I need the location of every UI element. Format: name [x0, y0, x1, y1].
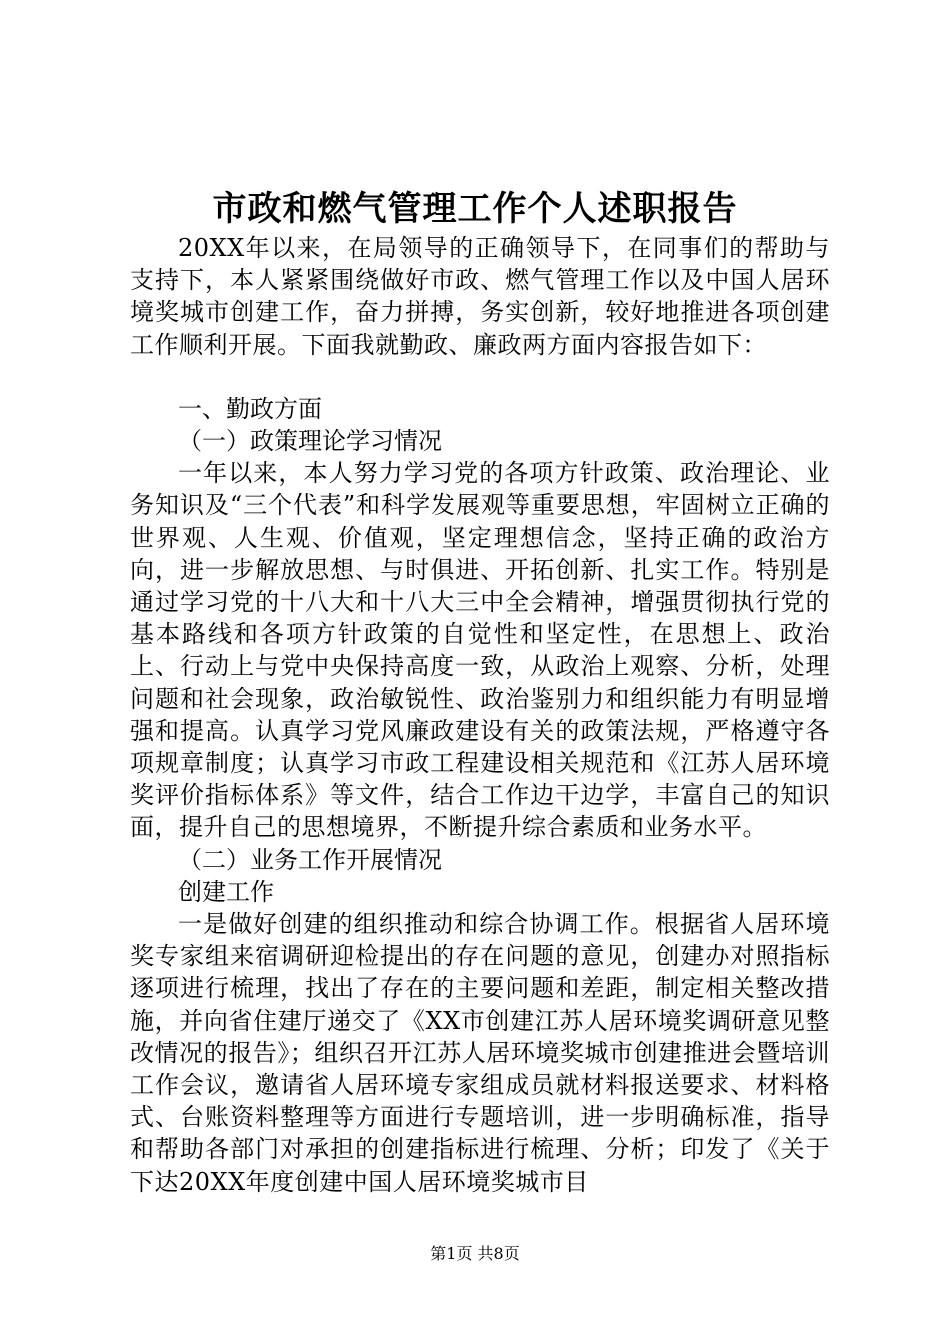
intro-paragraph: 20XX年以来，在局领导的正确领导下，在同事们的帮助与支持下，本人紧紧围绕做好市政、燃气管理工作以及中国人居环境奖城市创建工作，奋力拼搏，务实创新，较好地推进各项创建工作顺利开展。下面我就勤政、廉政两方面内容报告如下： — [130, 234, 830, 359]
document-body — [130, 232, 830, 1198]
item-heading-creation-work: 创建工作 — [178, 877, 274, 906]
policy-study-paragraph: 一年以来，本人努力学习党的各项方针政策、政治理论、业务知识及“三个代表”和科学发展观等重要思想，牢固树立正确的世界观、人生观、价值观，坚定理想信念，坚持正确的政治方向，进一步解放思想、与时俱进、开拓创新、扎实工作。特别是通过学习党的十八大和十八大三中全会精神，增强贯彻执行党的基本路线和各项方针政策的自觉性和坚定性，在思想上、政治上、行动上与党中央保持高度一致，从政治上观察、分析，处理问题和社会现象，政治敏锐性、政治鉴别力和组织能力有明显增强和提高。认真学习党风廉政建设有关的政策法规，严格遵守各项规章制度；认真学习市政工程建设相关规范和《江苏人居环境奖评价指标体系》等文件，结合工作边干边学，丰富自己的知识面，提升自己的思想境界，不断提升综合素质和业务水平。 — [130, 459, 830, 842]
paragraph-gap — [130, 361, 830, 393]
section-heading-diligence: 一、勤政方面 — [178, 394, 322, 423]
creation-work-paragraph: 一是做好创建的组织推动和综合协调工作。根据省人居环境奖专家组来宿调研迎检提出的存在问题的意见，创建办对照指标逐项进行梳理，找出了存在的主要问题和差距，制定相关整改措施，并向省住建厅递交了《XX市创建江苏人居环境奖调研意见整改情况的报告》；组织召开江苏人居环境奖城市创建推进会暨培训工作会议，邀请省人居环境专家组成员就材料报送要求、材料格式、台账资料整理等方面进行专题培训，进一步明确标准，指导和帮助各部门对承担的创建指标进行梳理、分析；印发了《关于下达20XX年度创建中国人居环境奖城市目 — [130, 910, 830, 1196]
subsection-heading-policy-study: （一）政策理论学习情况 — [178, 427, 442, 456]
document-title: 市政和燃气管理工作个人述职报告 — [212, 189, 738, 229]
subsection-heading-business-work: （二）业务工作开展情况 — [178, 845, 442, 874]
page-footer: 第1页 共8页 — [430, 1244, 520, 1263]
